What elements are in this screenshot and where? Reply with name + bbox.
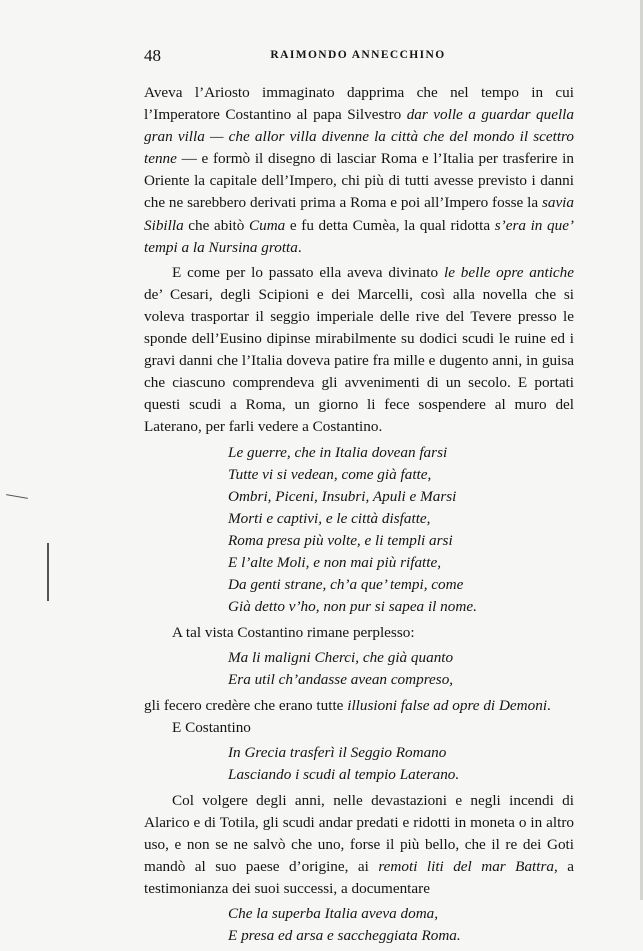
verse-line: Roma presa più volte, e li templi arsi bbox=[228, 531, 453, 549]
verse-line: Morti e captivi, e le città disfatte, bbox=[228, 509, 431, 527]
italic-quote: dar volle a guardar quella gran villa — che allor villa divenne la città che del mondo il scettro tenne bbox=[144, 106, 574, 168]
paragraph-1 bbox=[144, 82, 574, 259]
paragraph-6 bbox=[144, 790, 574, 900]
italic-quote: Cuma bbox=[248, 216, 286, 234]
running-title: RAIMONDO ANNECCHINO bbox=[270, 49, 446, 61]
text-run: de’ Cesari, degli Scipioni e dei Marcelli, così alla novella che si voleva trasportar il seggio imperiale delle rive del Tevere presso le sponde dell’Eusino dipinse mirabilmente su dodici scudi le ruine ed i gravi danni che l’Italia doveva patire fra mille e dugento anni, in guisa che ciascuno comprendeva gli avvenimenti di un secolo. E portati questi scudi a Roma, un giorno li fece sospendere al muro del Laterano, per farli vedere a Costantino. bbox=[144, 285, 574, 436]
text-run: . bbox=[547, 696, 551, 714]
verse-block-1 bbox=[228, 442, 574, 618]
paragraph-5: E Costantino bbox=[172, 718, 251, 736]
text-run: Col volgere degli anni, nelle devastazioni e negli incendi di Alarico e di Totila, gli scudi andar predati e ridotti in moneta o in altro uso, e non se ne salvò che uno, forse il più bello, che il re dei Goti mandò al suo paese d’origine, ai bbox=[144, 791, 574, 876]
verse-block-3 bbox=[228, 742, 574, 786]
verse-block-2 bbox=[228, 647, 574, 691]
text-run: gli fecero credère che erano tutte bbox=[144, 696, 348, 714]
text-run: , a testimonianza dei suoi successi, a documentare bbox=[144, 858, 574, 898]
verse-line: Che la superba Italia aveva doma, bbox=[228, 905, 439, 923]
text-run: . bbox=[297, 238, 302, 256]
verse-line: Tutte vi si vedean, come già fatte, bbox=[228, 465, 432, 483]
verse-block-4 bbox=[228, 903, 574, 947]
italic-quote: s’era in que’ tempi a la Nursina grotta bbox=[144, 216, 574, 256]
verse-line: Ombri, Piceni, Insubri, Apuli e Marsi bbox=[228, 487, 457, 505]
text-run: Aveva l’Ariosto immaginato dapprima che nel tempo in cui l’Imperatore Costantino al papa Silvestro bbox=[144, 84, 574, 124]
main-text bbox=[144, 82, 574, 951]
italic-quote: remoti liti del mar Battra bbox=[378, 858, 554, 876]
paragraph-3: A tal vista Costantino rimane perplesso: bbox=[172, 623, 415, 641]
italic-quote: illusioni false ad opre di Demoni bbox=[347, 696, 548, 714]
paragraph-4 bbox=[144, 695, 574, 717]
verse-line: E presa ed arsa e saccheggiata Roma. bbox=[228, 927, 461, 945]
italic-quote: savia Sibilla bbox=[144, 194, 574, 234]
verse-line: Le guerre, che in Italia dovean farsi bbox=[228, 443, 448, 461]
scan-mark bbox=[6, 494, 28, 499]
running-header bbox=[144, 46, 572, 68]
text-run: E come per lo passato ella aveva divinato bbox=[172, 263, 444, 281]
verse-line: Lasciando i scudi al tempio Laterano. bbox=[228, 765, 460, 783]
text-run: — e formò il disegno di lasciar Roma e l’Italia per trasferire in Oriente la capitale dell’Impero, chi più di tutti avesse previsto i danni che ne sarebbero derivati prima a Roma e poi all’Impero fosse la bbox=[144, 150, 574, 212]
paragraph-2 bbox=[144, 262, 574, 439]
verse-line: Era util ch’andasse avean compreso, bbox=[228, 670, 454, 688]
text-run: che abitò bbox=[183, 216, 249, 234]
scan-mark bbox=[47, 543, 49, 601]
verse-line: Ma li maligni Cherci, che già quanto bbox=[228, 648, 454, 666]
verse-line: Già detto v’ho, non pur si sapea il nome. bbox=[228, 597, 477, 615]
verse-line: Da genti strane, ch’a que’ tempi, come bbox=[228, 575, 464, 593]
page-number: 48 bbox=[144, 46, 161, 65]
verse-line: In Grecia trasferì il Seggio Romano bbox=[228, 743, 447, 761]
verse-line: E l’alte Moli, e non mai più rifatte, bbox=[228, 553, 442, 571]
text-run: e fu detta Cumèa, la qual ridotta bbox=[285, 216, 495, 234]
italic-quote: le belle opre antiche bbox=[444, 263, 575, 281]
